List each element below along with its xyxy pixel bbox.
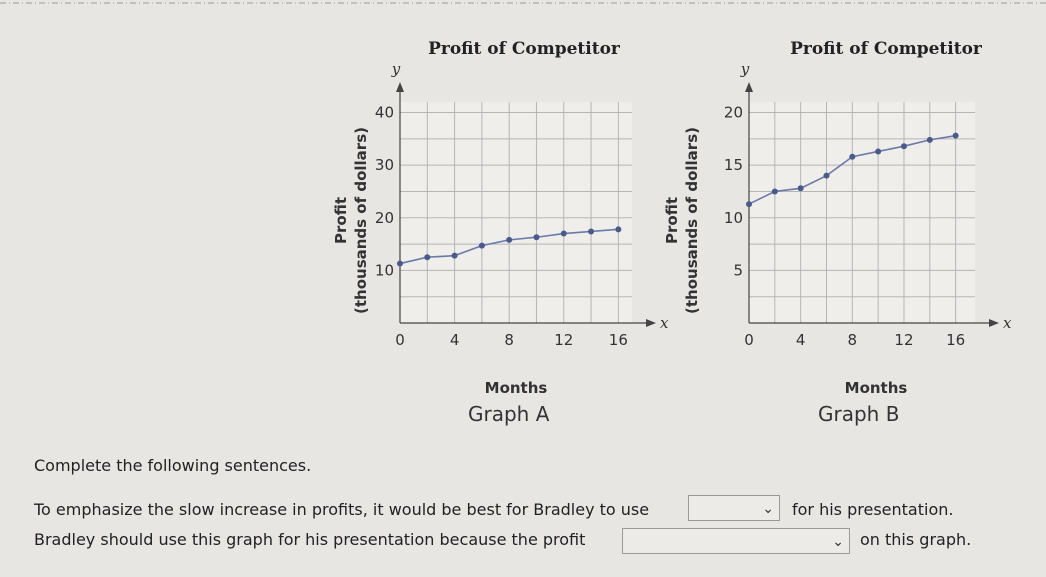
y-tick-label: 10 xyxy=(374,261,394,280)
y-axis-label-line2: (thousands of dollars) xyxy=(683,127,701,314)
chart-title: Profit of Competitor xyxy=(428,39,620,59)
chart-title: Profit of Competitor xyxy=(790,39,982,59)
y-axis-letter: y xyxy=(391,60,401,78)
graph-b-caption: Graph B xyxy=(818,402,900,426)
y-tick-label: 30 xyxy=(374,156,394,175)
x-tick-label: 16 xyxy=(608,331,628,349)
graph-choice-dropdown[interactable] xyxy=(688,495,780,521)
x-tick-label: 4 xyxy=(449,331,460,349)
y-axis-label-line2: (thousands of dollars) xyxy=(352,127,370,314)
graph-b xyxy=(665,28,1025,398)
data-point xyxy=(849,154,855,160)
graph-a-svg xyxy=(330,28,680,398)
y-axis-label-line1: Profit xyxy=(663,197,681,244)
data-point xyxy=(397,261,403,267)
y-axis-label xyxy=(332,127,370,314)
y-tick-label: 10 xyxy=(723,208,743,227)
chevron-down-icon: ⌄ xyxy=(762,500,774,516)
x-tick-label: 12 xyxy=(554,331,574,349)
plot-area xyxy=(749,102,975,323)
x-axis-label: Months xyxy=(484,379,548,397)
x-tick-label: 12 xyxy=(894,331,914,349)
y-axis-arrow-icon xyxy=(745,82,753,92)
x-tick-label: 8 xyxy=(847,331,858,349)
y-tick-label: 15 xyxy=(723,156,743,175)
sentence-1-before: To emphasize the slow increase in profits, it would be best for Bradley to use xyxy=(34,500,650,519)
plot-area xyxy=(400,102,632,323)
y-axis-letter: y xyxy=(740,60,750,78)
data-point xyxy=(561,231,567,237)
graph-b-svg xyxy=(665,28,1025,398)
graph-a-caption: Graph A xyxy=(468,402,550,426)
data-point xyxy=(798,185,804,191)
x-axis-letter: x xyxy=(1003,314,1012,332)
data-point xyxy=(479,243,485,249)
data-point xyxy=(533,234,539,240)
x-axis-letter: x xyxy=(660,314,669,332)
top-border-decoration xyxy=(0,0,1046,8)
y-tick-label: 20 xyxy=(723,103,743,122)
x-tick-label: 4 xyxy=(795,331,806,349)
data-point xyxy=(588,228,594,234)
data-point xyxy=(452,253,458,259)
x-axis-label: Months xyxy=(844,379,908,397)
data-point xyxy=(506,237,512,243)
sentence-2-after: on this graph. xyxy=(860,530,972,549)
y-tick-label: 5 xyxy=(733,261,743,280)
data-point xyxy=(953,133,959,139)
x-axis-arrow-icon xyxy=(989,319,999,327)
data-point xyxy=(424,254,430,260)
data-point xyxy=(615,226,621,232)
graph-a xyxy=(330,28,680,398)
sentence-1-after: for his presentation. xyxy=(792,500,954,519)
data-point xyxy=(823,173,829,179)
data-point xyxy=(746,201,752,207)
x-axis-arrow-icon xyxy=(646,319,656,327)
x-tick-label: 0 xyxy=(395,331,405,349)
data-point xyxy=(772,188,778,194)
x-tick-label: 0 xyxy=(744,331,754,349)
data-point xyxy=(901,143,907,149)
data-point xyxy=(927,137,933,143)
x-tick-label: 16 xyxy=(946,331,966,349)
x-tick-label: 8 xyxy=(504,331,514,349)
y-axis-arrow-icon xyxy=(396,82,404,92)
question-prompt: Complete the following sentences. xyxy=(34,456,312,475)
y-axis-label xyxy=(663,127,701,314)
data-point xyxy=(875,148,881,154)
sentence-2-before: Bradley should use this graph for his presentation because the profit xyxy=(34,530,586,549)
y-axis-label-line1: Profit xyxy=(332,197,350,244)
profit-description-dropdown[interactable] xyxy=(622,528,850,554)
y-tick-label: 40 xyxy=(374,103,394,122)
chevron-down-icon: ⌄ xyxy=(832,533,844,549)
y-tick-label: 20 xyxy=(374,208,394,227)
